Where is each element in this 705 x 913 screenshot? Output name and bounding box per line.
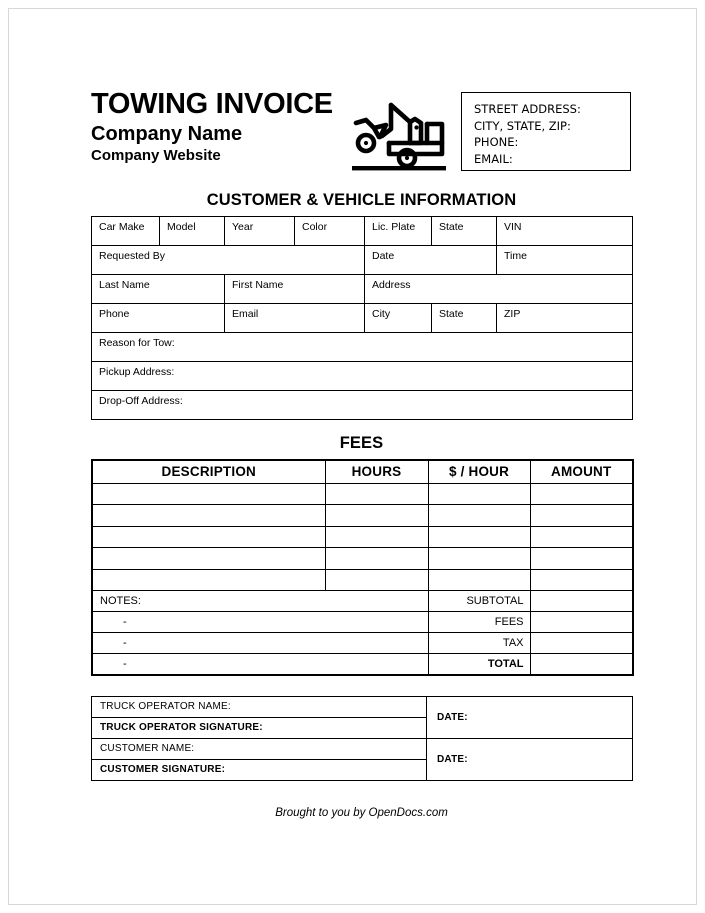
field-operator-date[interactable]: DATE: — [427, 696, 633, 738]
customer-vehicle-table — [91, 216, 633, 420]
notes-bullet[interactable]: - — [92, 633, 428, 654]
cell-amount[interactable] — [530, 505, 633, 527]
table-row — [92, 654, 633, 675]
field-dropoff-address[interactable]: Drop-Off Address: — [92, 391, 633, 420]
field-contact-state[interactable]: State — [432, 304, 497, 333]
field-model[interactable]: Model — [160, 217, 225, 246]
table-row — [92, 217, 633, 246]
company-website: Company Website — [91, 147, 221, 164]
city-state-zip-label: CITY, STATE, ZIP: — [474, 118, 571, 133]
cell-hours[interactable] — [325, 505, 428, 527]
table-row — [92, 391, 633, 420]
summary-label-subtotal: SUBTOTAL — [428, 591, 530, 612]
cell-hours[interactable] — [325, 569, 428, 591]
cell-description[interactable] — [92, 548, 325, 570]
column-header-description: DESCRIPTION — [92, 460, 325, 483]
street-address-label: STREET ADDRESS: — [474, 102, 581, 116]
field-email[interactable]: Email — [225, 304, 365, 333]
title-block — [91, 87, 333, 165]
field-address[interactable]: Address — [365, 275, 633, 304]
page-sheet — [8, 8, 697, 905]
summary-label-tax: TAX — [428, 633, 530, 654]
field-first-name[interactable]: First Name — [225, 275, 365, 304]
field-color[interactable]: Color — [295, 217, 365, 246]
table-row — [92, 526, 633, 548]
company-address-box — [461, 92, 631, 171]
field-car-make[interactable]: Car Make — [92, 217, 160, 246]
field-time[interactable]: Time — [497, 246, 633, 275]
table-row — [92, 362, 633, 391]
cell-description[interactable] — [92, 483, 325, 505]
field-requested-by[interactable]: Requested By — [92, 246, 365, 275]
document-header — [91, 87, 632, 179]
customer-section-title: CUSTOMER & VEHICLE INFORMATION — [206, 191, 517, 209]
tow-truck-icon — [349, 96, 449, 174]
page-content — [91, 87, 632, 819]
cell-amount[interactable] — [530, 548, 633, 570]
cell-description[interactable] — [92, 569, 325, 591]
cell-rate[interactable] — [428, 569, 530, 591]
signature-section — [91, 696, 632, 781]
cell-hours[interactable] — [325, 526, 428, 548]
cell-rate[interactable] — [428, 505, 530, 527]
field-city[interactable]: City — [365, 304, 432, 333]
page-title: TOWING INVOICE — [91, 88, 333, 120]
field-pickup-address[interactable]: Pickup Address: — [92, 362, 633, 391]
field-phone[interactable]: Phone — [92, 304, 225, 333]
notes-bullet[interactable]: - — [92, 654, 428, 675]
table-row — [92, 548, 633, 570]
field-truck-operator-name[interactable]: TRUCK OPERATOR NAME: — [92, 696, 427, 717]
field-truck-operator-signature[interactable]: TRUCK OPERATOR SIGNATURE: — [92, 717, 427, 738]
field-customer-date[interactable]: DATE: — [427, 738, 633, 780]
cell-description[interactable] — [92, 505, 325, 527]
field-customer-name[interactable]: CUSTOMER NAME: — [92, 738, 427, 759]
fees-table — [91, 459, 634, 676]
field-last-name[interactable]: Last Name — [92, 275, 225, 304]
table-row — [92, 591, 633, 612]
cell-amount[interactable] — [530, 526, 633, 548]
table-row — [92, 275, 633, 304]
fees-section-title: FEES — [339, 434, 384, 452]
company-name: Company Name — [91, 123, 243, 145]
table-row — [92, 505, 633, 527]
field-date[interactable]: Date — [365, 246, 497, 275]
table-row — [92, 612, 633, 633]
notes-bullet[interactable]: - — [92, 612, 428, 633]
summary-value-fees[interactable] — [530, 612, 633, 633]
email-label: EMAIL: — [474, 151, 513, 166]
field-vin[interactable]: VIN — [497, 217, 633, 246]
cell-hours[interactable] — [325, 483, 428, 505]
table-row — [92, 333, 633, 362]
field-lic-plate[interactable]: Lic. Plate — [365, 217, 432, 246]
cell-rate[interactable] — [428, 526, 530, 548]
table-row — [92, 569, 633, 591]
summary-value-total[interactable] — [530, 654, 633, 675]
summary-value-subtotal[interactable] — [530, 591, 633, 612]
summary-label-fees: FEES — [428, 612, 530, 633]
cell-hours[interactable] — [325, 548, 428, 570]
cell-amount[interactable] — [530, 569, 633, 591]
field-zip[interactable]: ZIP — [497, 304, 633, 333]
field-reason-for-tow[interactable]: Reason for Tow: — [92, 333, 633, 362]
field-customer-signature[interactable]: CUSTOMER SIGNATURE: — [92, 759, 427, 780]
cell-amount[interactable] — [530, 483, 633, 505]
cell-rate[interactable] — [428, 548, 530, 570]
column-header-hours: HOURS — [325, 460, 428, 483]
table-row — [92, 696, 633, 717]
table-row — [92, 633, 633, 654]
table-row — [92, 246, 633, 275]
table-row — [92, 483, 633, 505]
summary-value-tax[interactable] — [530, 633, 633, 654]
table-row — [92, 304, 633, 333]
field-year[interactable]: Year — [225, 217, 295, 246]
phone-label: PHONE: — [474, 135, 519, 149]
cell-rate[interactable] — [428, 483, 530, 505]
cell-description[interactable] — [92, 526, 325, 548]
table-row — [92, 738, 633, 759]
column-header-amount: AMOUNT — [530, 460, 633, 483]
column-header-rate: $ / HOUR — [428, 460, 530, 483]
signature-table — [91, 696, 633, 781]
summary-label-total: TOTAL — [428, 654, 530, 675]
fees-table-header-row — [92, 460, 633, 483]
notes-label[interactable]: NOTES: — [92, 591, 428, 612]
field-vehicle-state[interactable]: State — [432, 217, 497, 246]
footer-attribution: Brought to you by OpenDocs.com — [275, 806, 448, 819]
